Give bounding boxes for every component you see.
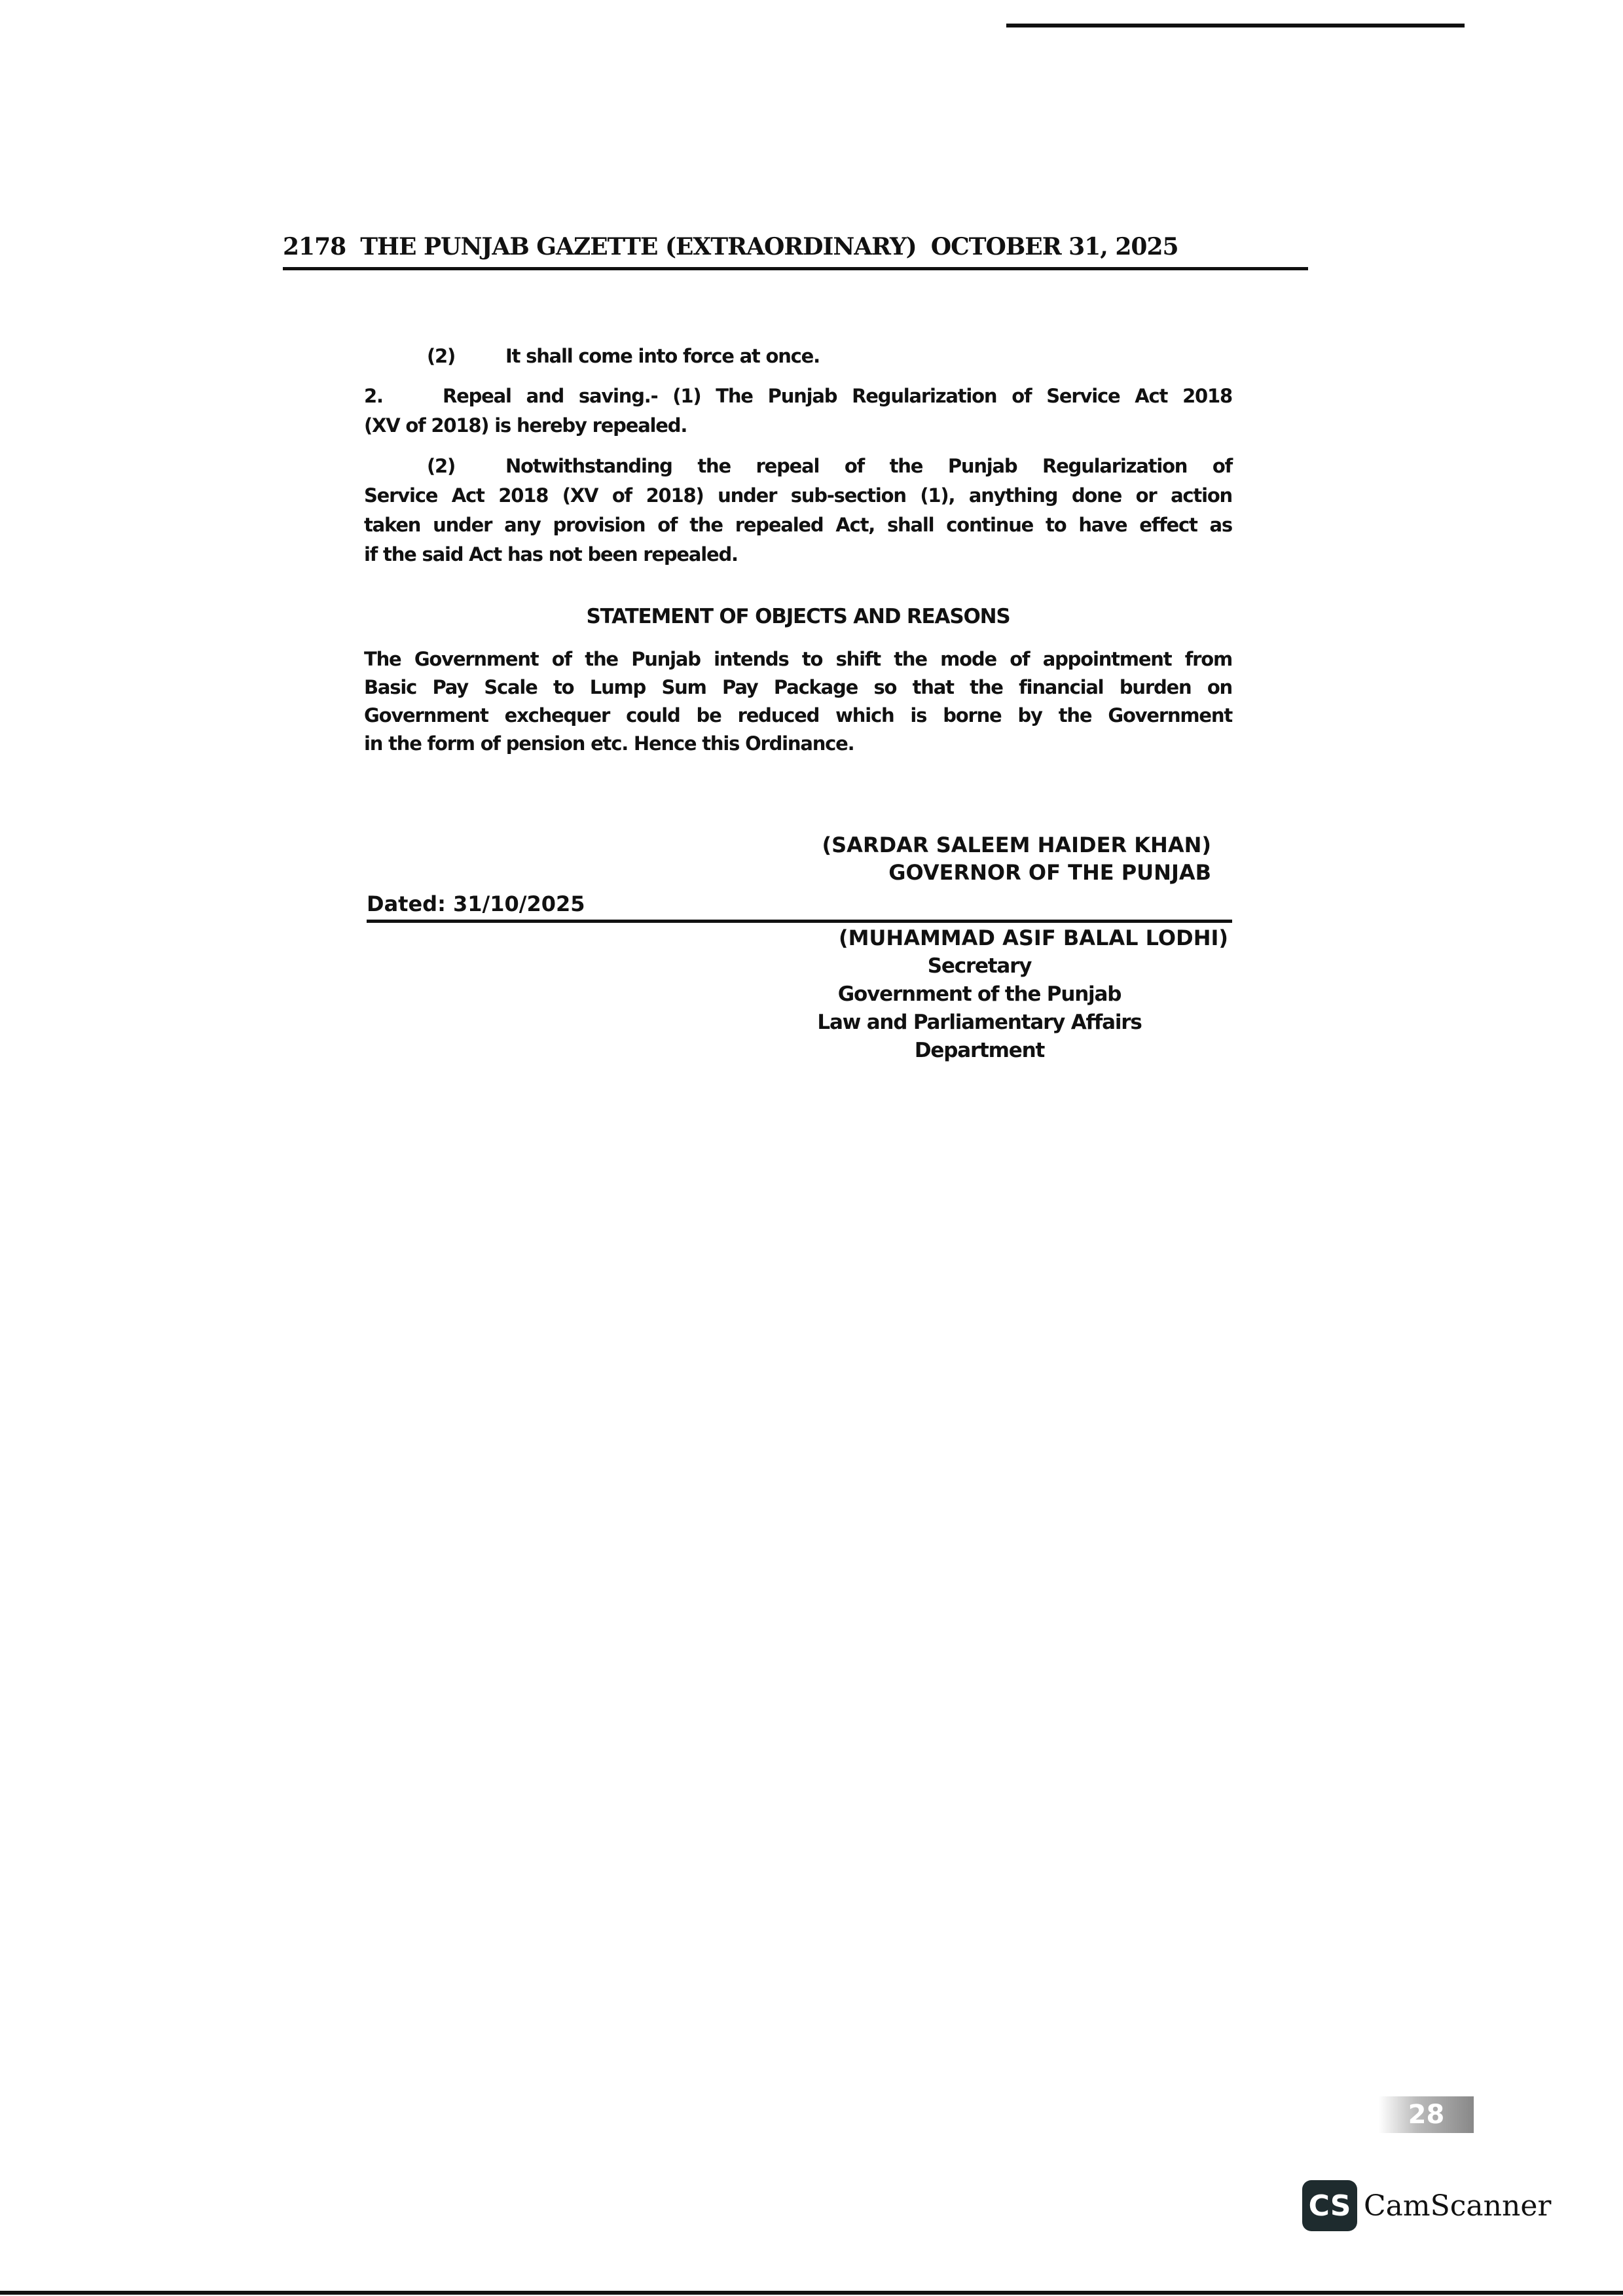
clause-text: Notwithstanding the repeal of the Punjab Regularization of [505,455,1232,477]
gazette-title: THE PUNJAB GAZETTE (EXTRAORDINARY) [360,233,917,260]
clause-text: Service Act 2018 (XV of 2018) under sub-section (1), anything done or action [364,484,1232,507]
section-2-2 [364,452,1232,569]
statement-line: Basic Pay Scale to Lump Sum Pay Package so that the financial burden on [364,676,1232,698]
camscanner-logo [1302,2180,1551,2231]
statement-body [364,645,1232,758]
statement-line: in the form of pension etc. Hence this Ordinance. [364,732,854,755]
secretary-org: Government of the Punjab [837,982,1122,1006]
statement-line: Government exchequer could be reduced which is borne by the Government [364,704,1232,726]
clause-number: (2) [427,455,456,477]
page-stamp: 28 [1379,2096,1474,2133]
clause-text: It shall come into force at once. [505,345,820,367]
section-number: 2. [364,385,383,407]
camscanner-wordmark: CamScanner [1364,2189,1552,2223]
secretary-name: (MUHAMMAD ASIF BALAL LODHI) [838,925,1228,950]
secretary-block [750,952,1209,1065]
clause-2-2 [427,342,820,371]
statement-heading: STATEMENT OF OBJECTS AND REASONS [586,605,1010,628]
section-text: (XV of 2018) is hereby repealed. [364,414,687,437]
bottom-edge-rule [0,2291,1623,2295]
clause-text: if the said Act has not been repealed. [364,543,738,565]
statement-line: The Government of the Punjab intends to shift the mode of appointment from [364,648,1232,670]
section-2 [364,382,1232,440]
clause-number: (2) [427,345,456,367]
secretary-dept: Department [914,1039,1045,1062]
signature-rule [367,920,1232,923]
header-rule [283,267,1308,270]
top-edge-rule [1006,24,1465,27]
section-text: Repeal and saving.- (1) The Punjab Regularization of Service Act 2018 [443,385,1232,407]
governor-name: (SARDAR SALEEM HAIDER KHAN) [822,833,1211,857]
secretary-title: Secretary [927,954,1032,978]
governor-title: GOVERNOR OF THE PUNJAB [888,860,1211,885]
clause-text: taken under any provision of the repealed Act, shall continue to have effect as [364,514,1232,536]
camscanner-badge-icon: CS [1302,2180,1357,2231]
dated: Dated: 31/10/2025 [367,891,585,916]
secretary-dept: Law and Parliamentary Affairs [817,1011,1142,1034]
page-number: 2178 [283,233,346,260]
gazette-date: OCTOBER 31, 2025 [930,233,1178,260]
gazette-header [283,233,1193,260]
